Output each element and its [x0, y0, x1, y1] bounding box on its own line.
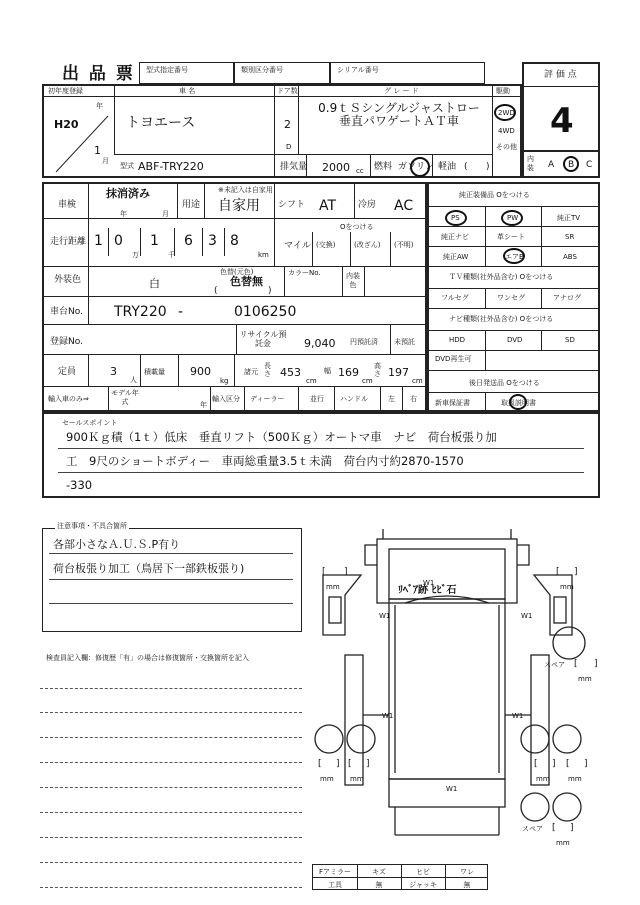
equip-leather: 革シート: [497, 233, 525, 241]
mm-bracket-close-1: ]: [344, 567, 348, 577]
type-cert-box: [139, 62, 234, 84]
equipment-section: [427, 182, 600, 412]
mileage-digit-1: 1: [94, 233, 103, 249]
manual-circle-icon: [509, 394, 527, 410]
chassis-prefix: TRY220: [114, 304, 167, 320]
spare-bracket-close-2: ]: [570, 823, 574, 833]
drive-2wd-circle-icon: [494, 104, 516, 121]
rivet-label: ﾘﾍﾞｱ跡 ﾋﾋﾞ石: [398, 585, 457, 596]
fuel-circle-icon: [410, 157, 430, 177]
recycle-not: 未預託: [394, 338, 415, 346]
dealer-label: ディーラー: [250, 395, 285, 403]
fuel-gasoline: ガソリン: [398, 162, 435, 172]
equip-manual: 取扱説明書: [501, 399, 536, 407]
equip-pw: PW: [507, 214, 519, 222]
fuel-label: 燃料: [374, 162, 393, 172]
model-year-label: モデル年式: [111, 389, 139, 406]
fuel-other-open: (: [464, 162, 468, 172]
interior-a: A: [548, 160, 555, 170]
doors-value: 2: [284, 118, 291, 131]
length-label: 長さ: [264, 362, 271, 378]
spare-bracket-close-1: ]: [594, 659, 598, 669]
displacement-value: 2000: [322, 161, 350, 174]
drive-label: 駆動: [496, 87, 510, 95]
chassis-label: 車台No.: [50, 307, 83, 317]
tv-analog: アナログ: [553, 294, 581, 302]
mm-label-4: mm: [320, 775, 334, 783]
equip-ps: PS: [451, 214, 460, 222]
mm-label-7: mm: [568, 775, 582, 783]
vehicle-id-section: [42, 84, 522, 178]
w1-label-b: W1: [521, 612, 533, 620]
legend-cell-4: 無: [463, 881, 471, 889]
meter-modified: (改ざん): [354, 241, 381, 249]
w1-label-a: W1: [379, 612, 391, 620]
usage-value: 自家用: [218, 198, 260, 214]
mileage-digit-6: 8: [230, 233, 239, 249]
fuel-other-close: ): [486, 162, 490, 172]
sales-line-2: 工 9尺のショートボディー 車両総重量3.5ｔ未満 荷台内寸約2870-1570: [66, 454, 464, 468]
mm-bracket-open-4: [: [318, 759, 322, 769]
equip-abs: ABS: [563, 253, 577, 261]
legend-header-2: キズ: [372, 868, 386, 876]
ac-value: AC: [394, 198, 414, 214]
mileage-label: 走行距離: [50, 237, 87, 247]
displacement-unit: cc: [356, 167, 364, 175]
notes-label: 注意事項・不具合箇所: [57, 522, 127, 530]
height-unit: cm: [412, 377, 423, 385]
mileage-sen: 千: [168, 251, 175, 259]
first-reg-label: 初年度登録: [48, 87, 83, 95]
equip-navi: 純正ナビ: [441, 233, 469, 241]
w1-label-c: W1: [382, 712, 394, 720]
w1-label-e: W1: [446, 785, 458, 793]
navi-type-title: ナビ種類(社外品含む) Oをつける: [449, 315, 554, 323]
chassis-dash: -: [178, 304, 184, 320]
color-value: 白: [149, 277, 160, 290]
serial-box: [330, 62, 485, 84]
legend-header-3: ヒビ: [416, 868, 430, 876]
legend-cell-1: 工具: [328, 881, 342, 889]
model-label: 型式: [120, 162, 134, 170]
spare-label-2: スペア: [522, 825, 543, 833]
mm-bracket-open-7: [: [566, 759, 570, 769]
repaint-paren-close: ): [268, 286, 272, 296]
usage-label: 用途: [182, 200, 201, 210]
recycle-value: 9,040: [304, 337, 336, 350]
recycle-unit: 円預託済: [350, 338, 378, 346]
mm-bracket-close-2: ]: [574, 567, 578, 577]
usage-note: ※未記入は自家用: [218, 186, 273, 194]
capacity-unit: 人: [130, 376, 137, 384]
model-value: ABF-TRY220: [138, 160, 204, 173]
mm-bracket-open-2: [: [556, 567, 560, 577]
recycle-label: リサイクル預託金: [239, 330, 287, 348]
navi-hdd: HDD: [449, 336, 466, 344]
load-unit: kg: [220, 377, 229, 385]
drive-4wd: 4WD: [498, 127, 515, 135]
legend-cell-2: 無: [375, 881, 383, 889]
form-title: 出 品 票: [62, 64, 135, 84]
spare-bracket-open-2: [: [552, 823, 556, 833]
drive-other: その他: [496, 143, 517, 151]
equip-warranty: 新車保証書: [435, 399, 470, 407]
handle-label: ハンドル: [340, 395, 368, 403]
reg-year-unit: 年: [96, 102, 103, 110]
airbag-circle-icon: [503, 248, 525, 264]
length-unit: cm: [306, 377, 317, 385]
class-label: 類別区分番号: [241, 66, 283, 74]
mm-bracket-close-5: ]: [366, 759, 370, 769]
sales-line-1: 900Ｋｇ積（1ｔ）低床 垂直リフト（500Ｋｇ）オートマ車 ナビ 荷台板張り加: [66, 430, 497, 444]
score-value: 4: [550, 101, 574, 141]
interior-circle-icon: [563, 156, 579, 172]
load-label: 積載量: [144, 368, 165, 376]
tv-oneseg: ワンセグ: [497, 294, 525, 302]
genuine-title: 純正装備品 Oをつける: [459, 191, 530, 199]
type-cert-label: 型式指定番号: [146, 66, 188, 74]
tv-fullseg: フルセグ: [441, 294, 469, 302]
legend-cell-3: ジャッキ: [409, 881, 437, 889]
repaint-paren-open: (: [214, 286, 218, 296]
capacity-value: 3: [110, 365, 117, 378]
dvd-play: DVD再生可: [435, 355, 472, 363]
inspection-year: 年: [120, 210, 127, 218]
sales-line-3: -330: [66, 478, 93, 492]
tv-type-title: ＴＶ種類(社外品含む) Oをつける: [449, 273, 554, 281]
mm-label-6: mm: [536, 775, 550, 783]
score-label: 評 価 点: [544, 70, 577, 80]
legend-header-4: ワレ: [460, 868, 474, 876]
left-label: 左: [388, 395, 395, 403]
mm-bracket-open-5: [: [348, 759, 352, 769]
mm-label-3: mm: [578, 675, 592, 683]
grade-label: グ レ ー ド: [384, 87, 419, 95]
inspector-label: 検査員記入欄：修復歴「有」の場合は修復箇所・交換箇所を記入: [46, 654, 249, 662]
pw-circle-icon: [501, 210, 523, 226]
sales-point-section: [42, 412, 600, 498]
later-title: 後日発送品 Oをつける: [469, 379, 540, 387]
ac-label: 冷房: [358, 200, 377, 210]
interior-box: [522, 150, 600, 178]
details-section: [42, 182, 427, 412]
serial-label: シリアル番号: [337, 66, 379, 74]
car-name: トヨエース: [126, 115, 196, 131]
inspection-label: 車検: [58, 200, 77, 210]
doors-label: ドア数: [277, 87, 298, 95]
spare-label-1: スペア: [544, 661, 565, 669]
equip-sr: SR: [565, 233, 575, 241]
inspection-month: 月: [162, 210, 169, 218]
mm-bracket-close-6: ]: [552, 759, 556, 769]
sales-point-label: セールスポイント: [62, 419, 118, 427]
w1-label-d: W1: [512, 712, 524, 720]
repaint-label: 色替(元色): [220, 268, 254, 276]
reg-slash-icon: [54, 114, 110, 174]
w1-cab-top: W1: [423, 579, 435, 587]
chassis-number: 0106250: [234, 304, 297, 320]
mileage-digit-5: 3: [208, 233, 217, 249]
doors-suffix: D: [286, 143, 292, 151]
capacity-label: 定員: [58, 367, 77, 377]
interior-b: B: [568, 160, 575, 170]
width-unit: cm: [362, 377, 373, 385]
navi-dvd: DVD: [507, 336, 523, 344]
color-no-label: カラーNo.: [288, 269, 321, 277]
name-label: 車 名: [179, 87, 196, 95]
import-year-unit: 年: [200, 401, 207, 409]
spare-bracket-open-1: [: [574, 659, 578, 669]
width-label: 幅: [324, 367, 331, 375]
spec-label: 諸元: [244, 368, 258, 376]
equip-tv: 純正TV: [557, 214, 581, 222]
meter-unknown: (不明): [394, 241, 414, 249]
fuel-diesel: 軽油: [438, 162, 457, 172]
navi-sd: SD: [565, 336, 575, 344]
meter-circle-note: Oをつける: [340, 223, 374, 231]
reg-no-label: 登録No.: [50, 337, 83, 347]
notes-line-2: 荷台板張り加工（鳥居下一部鉄板張り): [53, 562, 245, 575]
shift-value: AT: [319, 198, 337, 214]
mm-bracket-open-6: [: [534, 759, 538, 769]
mm-bracket-open-1: [: [322, 567, 326, 577]
height-value: 197: [388, 366, 409, 379]
parallel-label: 並行: [310, 395, 324, 403]
legend-header-1: Fアミラー: [318, 868, 352, 876]
import-class-label: 輸入区分: [212, 395, 240, 403]
reg-era: H20: [54, 118, 79, 131]
shift-label: シフト: [278, 200, 306, 210]
grade-text: 0.9ｔＳシングルジャストロー垂直パワゲートＡＴ車: [318, 101, 480, 128]
mileage-unit: km: [258, 251, 269, 259]
right-label: 右: [410, 395, 417, 403]
mileage-digit-4: 6: [184, 233, 193, 249]
import-label: 輸入車のみ⇒: [48, 395, 89, 403]
mm-bracket-close-7: ]: [584, 759, 588, 769]
equip-airbag: エアB: [505, 253, 524, 261]
interior-color-label: 内装色: [346, 272, 360, 289]
repaint-value: 色替無: [230, 275, 263, 288]
height-label: 高さ: [374, 362, 381, 378]
reg-month-unit: 月: [102, 157, 109, 165]
equip-aw: 純正AW: [443, 253, 469, 261]
mm-label-1: mm: [326, 583, 340, 591]
mileage-digit-2: 0: [114, 233, 123, 249]
meter-replaced: (交換): [316, 241, 336, 249]
mm-label-8: mm: [556, 839, 570, 847]
displacement-label: 排気量: [280, 162, 308, 172]
color-label: 外装色: [54, 275, 82, 285]
interior-label: 内装: [527, 155, 534, 172]
notes-box: [42, 522, 302, 632]
width-value: 169: [338, 366, 359, 379]
ps-circle-icon: [445, 210, 467, 226]
length-value: 453: [280, 366, 301, 379]
inspection-value: 抹消済み: [106, 187, 150, 200]
interior-c: C: [586, 160, 593, 170]
class-box: [234, 62, 330, 84]
mm-bracket-close-4: ]: [336, 759, 340, 769]
meter-label: マイル: [284, 241, 311, 251]
mileage-digit-3: 1: [150, 233, 159, 249]
load-value: 900: [190, 365, 211, 378]
drive-2wd: 2WD: [498, 109, 515, 117]
reg-month: 1: [94, 144, 101, 157]
legend-table: [312, 864, 488, 890]
mileage-man: 万: [132, 251, 139, 259]
mm-label-2: mm: [560, 583, 574, 591]
mm-label-5: mm: [350, 775, 364, 783]
notes-line-1: 各部小さなＡ.Ｕ.Ｓ.P有り: [53, 538, 181, 551]
